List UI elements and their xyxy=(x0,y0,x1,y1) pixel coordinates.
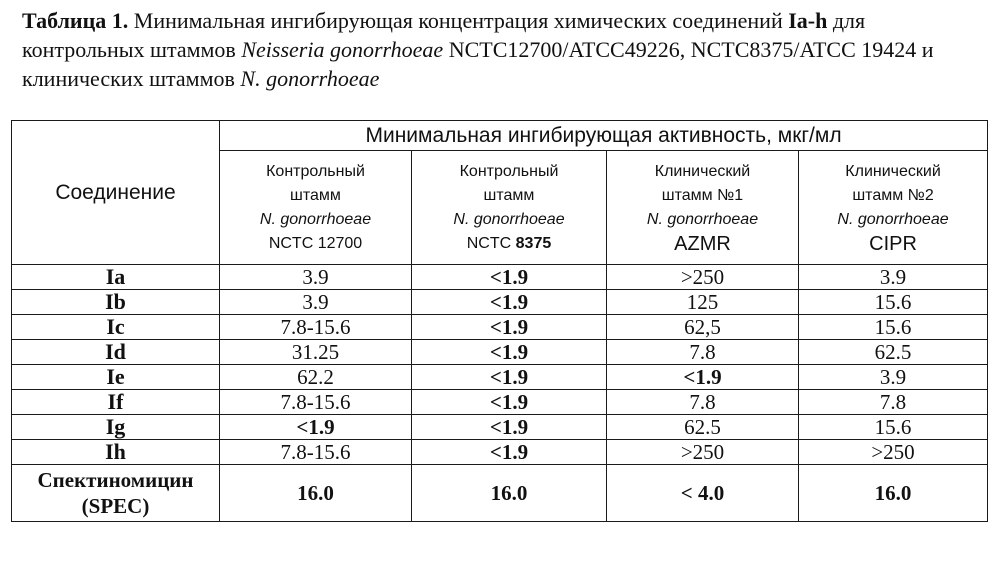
strain-line2: штамм xyxy=(483,186,535,204)
mic-value-cell: 7.8-15.6 xyxy=(220,440,412,465)
spec-label-cell xyxy=(12,465,220,522)
strain-id-bold: 8375 xyxy=(515,234,552,252)
compound-cell: Ie xyxy=(12,365,220,390)
mic-value-cell: 7.8-15.6 xyxy=(220,390,412,415)
mic-value-cell: <1.9 xyxy=(412,365,607,390)
compound-cell: Ib xyxy=(12,290,220,315)
caption-compounds: Ia-h xyxy=(788,8,828,33)
caption-text-3: NCTC12700/ATCC49226, NCTC8375/ATCC 19424 и клинических штаммов xyxy=(22,37,934,91)
strain-id xyxy=(799,232,987,256)
compound-cell: Id xyxy=(12,340,220,365)
strain-line2: штамм №1 xyxy=(661,186,744,204)
mic-value-cell: >250 xyxy=(607,440,799,465)
compound-cell: Ig xyxy=(12,415,220,440)
strain-header-4 xyxy=(799,151,988,265)
compound-column-header: Соединение xyxy=(12,121,220,265)
caption-species-short: N. gonorrhoeae xyxy=(240,66,380,91)
mic-value-cell: <1.9 xyxy=(412,315,607,340)
mic-value-cell: <1.9 xyxy=(220,415,412,440)
table-body xyxy=(12,265,988,522)
mic-value-cell: 7.8 xyxy=(607,340,799,365)
spec-label-line1: Спектиномицин xyxy=(37,468,194,492)
strain-line1: Клинический xyxy=(654,162,751,180)
mic-value-cell: <1.9 xyxy=(412,290,607,315)
compound-cell: Ih xyxy=(12,440,220,465)
spec-value-cell: 16.0 xyxy=(412,465,607,522)
strain-id xyxy=(607,232,798,256)
table-row xyxy=(12,440,988,465)
strain-id xyxy=(220,232,411,256)
strain-line1: Контрольный xyxy=(266,162,365,180)
strain-id-prefix: CIPR xyxy=(869,232,917,255)
table-row xyxy=(12,265,988,290)
strain-species: N. gonorrhoeae xyxy=(259,210,372,228)
activity-header: Минимальная ингибирующая активность, мкг/мл xyxy=(220,121,988,151)
compound-cell: Ia xyxy=(12,265,220,290)
strain-header-3 xyxy=(607,151,799,265)
mic-value-cell: 62,5 xyxy=(607,315,799,340)
mic-value-cell: 62.5 xyxy=(607,415,799,440)
caption-label: Таблица 1. xyxy=(22,8,129,33)
spec-label-line2: (SPEC) xyxy=(81,494,150,518)
mic-table xyxy=(11,120,988,522)
mic-value-cell: >250 xyxy=(799,440,988,465)
mic-value-cell: 3.9 xyxy=(799,265,988,290)
mic-value-cell: 15.6 xyxy=(799,290,988,315)
mic-value-cell: 15.6 xyxy=(799,415,988,440)
compound-cell: Ic xyxy=(12,315,220,340)
strain-line2: штамм xyxy=(290,186,341,204)
table-row xyxy=(12,390,988,415)
table-row xyxy=(12,340,988,365)
mic-value-cell: <1.9 xyxy=(412,340,607,365)
table-row xyxy=(12,290,988,315)
mic-value-cell: <1.9 xyxy=(412,265,607,290)
mic-value-cell: <1.9 xyxy=(412,415,607,440)
mic-value-cell: 125 xyxy=(607,290,799,315)
compound-cell: If xyxy=(12,390,220,415)
table-row xyxy=(12,315,988,340)
mic-value-cell: 3.9 xyxy=(799,365,988,390)
mic-value-cell: 3.9 xyxy=(220,265,412,290)
mic-value-cell: 62.2 xyxy=(220,365,412,390)
mic-value-cell: 7.8 xyxy=(607,390,799,415)
strain-id-prefix: NCTC 12700 xyxy=(268,234,363,252)
strain-id-prefix: AZMR xyxy=(674,232,731,255)
strain-species: N. gonorrhoeae xyxy=(453,210,565,228)
spec-row xyxy=(12,465,988,522)
spec-value-cell: 16.0 xyxy=(220,465,412,522)
mic-value-cell: 7.8-15.6 xyxy=(220,315,412,340)
strain-id xyxy=(412,232,606,256)
mic-value-cell: 15.6 xyxy=(799,315,988,340)
caption-species: Neisseria gonorrhoeae xyxy=(241,37,444,62)
strain-species: N. gonorrhoeae xyxy=(837,210,949,228)
mic-value-cell: 3.9 xyxy=(220,290,412,315)
caption-text-1: Минимальная ингибирующая концентрация химических соединений xyxy=(128,8,789,33)
mic-value-cell: <1.9 xyxy=(412,390,607,415)
caption-text-2: для контрольных штаммов xyxy=(22,8,866,62)
mic-value-cell: 31.25 xyxy=(220,340,412,365)
mic-value-cell: <1.9 xyxy=(607,365,799,390)
strain-header-1 xyxy=(220,151,412,265)
strain-line1: Клинический xyxy=(845,162,941,180)
mic-value-cell: >250 xyxy=(607,265,799,290)
mic-value-cell: 7.8 xyxy=(799,390,988,415)
strain-line2: штамм №2 xyxy=(852,186,934,204)
spec-value-cell: < 4.0 xyxy=(607,465,799,522)
strain-line1: Контрольный xyxy=(459,162,559,180)
strain-id-prefix: NCTC xyxy=(466,234,516,252)
table-row xyxy=(12,365,988,390)
strain-species: N. gonorrhoeae xyxy=(646,210,759,228)
mic-value-cell: 62.5 xyxy=(799,340,988,365)
table-row xyxy=(12,415,988,440)
spec-value-cell: 16.0 xyxy=(799,465,988,522)
mic-value-cell: <1.9 xyxy=(412,440,607,465)
strain-header-2 xyxy=(412,151,607,265)
table-caption xyxy=(22,6,982,93)
